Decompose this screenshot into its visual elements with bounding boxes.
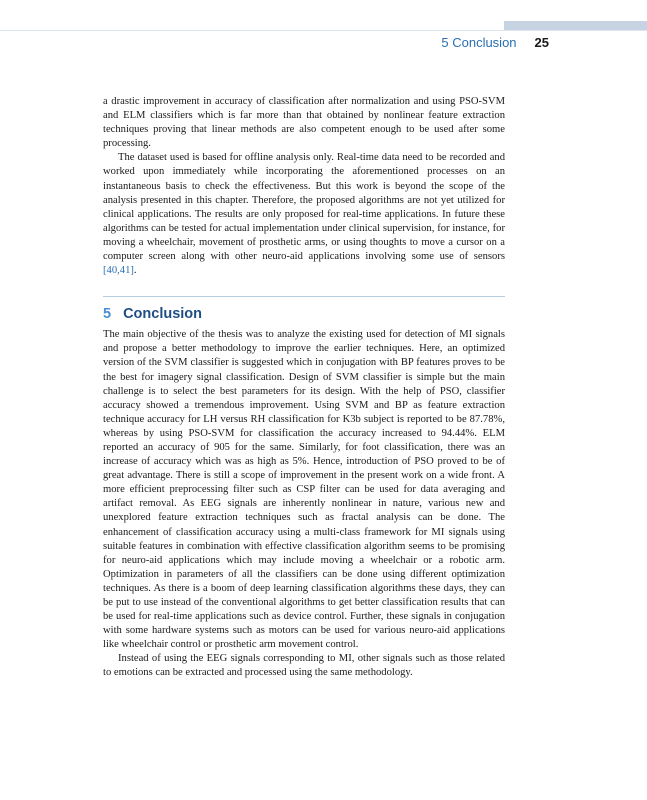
body-paragraph-2 <box>103 151 505 278</box>
section-divider <box>103 296 505 297</box>
section-title: Conclusion <box>123 306 203 323</box>
running-head <box>0 34 549 52</box>
running-head-section: 5 Conclusion <box>441 35 517 50</box>
conclusion-paragraph-2: Instead of using the EEG signals corresponding to MI, other signals such as those related to emotions can be extracted and processed using the same methodology. <box>103 653 505 679</box>
page-body <box>103 95 505 681</box>
page-number: 25 <box>534 35 549 50</box>
header-rule <box>0 30 647 31</box>
section-heading <box>103 305 505 323</box>
conclusion-paragraph-1: The main objective of the thesis was to analyze the existing used for detection of MI signals and propose a better methodology to improve the earlier techniques. Here, an optimized version of the SVM classifier is suggested which in conjugation with BP features proves to be the best for imagery signal classification. Design of SVM classifier is simple but the main challenge is to select the best parameters for its design. With the help of PSO, classifier accuracy showed a tremendous improvement. Using SVM and BP as feature extraction technique accuracy for LH versus RH classification for K3b subject is reported to be 87.78%, whereas by using PSO-SVM for classification the accuracy increased to 94.44%. ELM reported an accuracy of 905 for the same. Similarly, for foot classification, there was an increase of accuracy which was as high as 5%. Hence, introduction of PSO proved to be of great advantage. There is still a scope of improvement in the present work on a wide front. A more efficient preprocessing filter such as CSP filter can be used for data averaging and artifact removal. As EEG signals are inherently nonlinear in nature, various new and unexplored feature extraction techniques such as fractal analysis can be done. The enhancement of classification accuracy using a multi-class framework for MI signals using suitable features in combination with effective classification algorithm seems to be promising for neuro-aid applications which may include moving a wheelchair or a robotic arm. Optimization in parameters of all the classifiers can be done using different optimization techniques. As there is a boom of deep learning classification algorithms these days, they can be put to use instead of the conventional algorithms to get better classification results that can be used for real-time applications such as device control. Further, these signals in conjugation with some hardware systems such as motors can be used for various neuro-aid applications like wheelchair control or prosthetic arm movement control. <box>103 329 505 651</box>
body-paragraph-1: a drastic improvement in accuracy of classification after normalization and using PSO-SVM and ELM classifiers which is far more than that obtained by nonlinear feature extraction techniques proving that linear methods are also competent enough to be used after some processing. <box>103 96 505 150</box>
citation-link[interactable]: [40,41] <box>103 265 134 277</box>
body-paragraph-2-end: . <box>133 265 137 277</box>
section-number: 5 <box>103 306 112 323</box>
body-paragraph-2-text: The dataset used is based for offline analysis only. Real-time data need to be recorded and worked upon immediately while incorporating the aforementioned processes on an instantaneous basis to check the effectiveness. But this work is beyond the scope of the analysis presented in this chapter. Therefore, the proposed algorithms are not yet utilized for clinical applications. The results are only proposed for real-time applications. In future these algorithms can be tested for actual implementation under clinical supervision, for instance, for moving a wheelchair, movement of prosthetic arms, or using thoughts to move a cursor on a computer screen along with other neuro-aid applications involving some use of sensors <box>103 152 505 263</box>
